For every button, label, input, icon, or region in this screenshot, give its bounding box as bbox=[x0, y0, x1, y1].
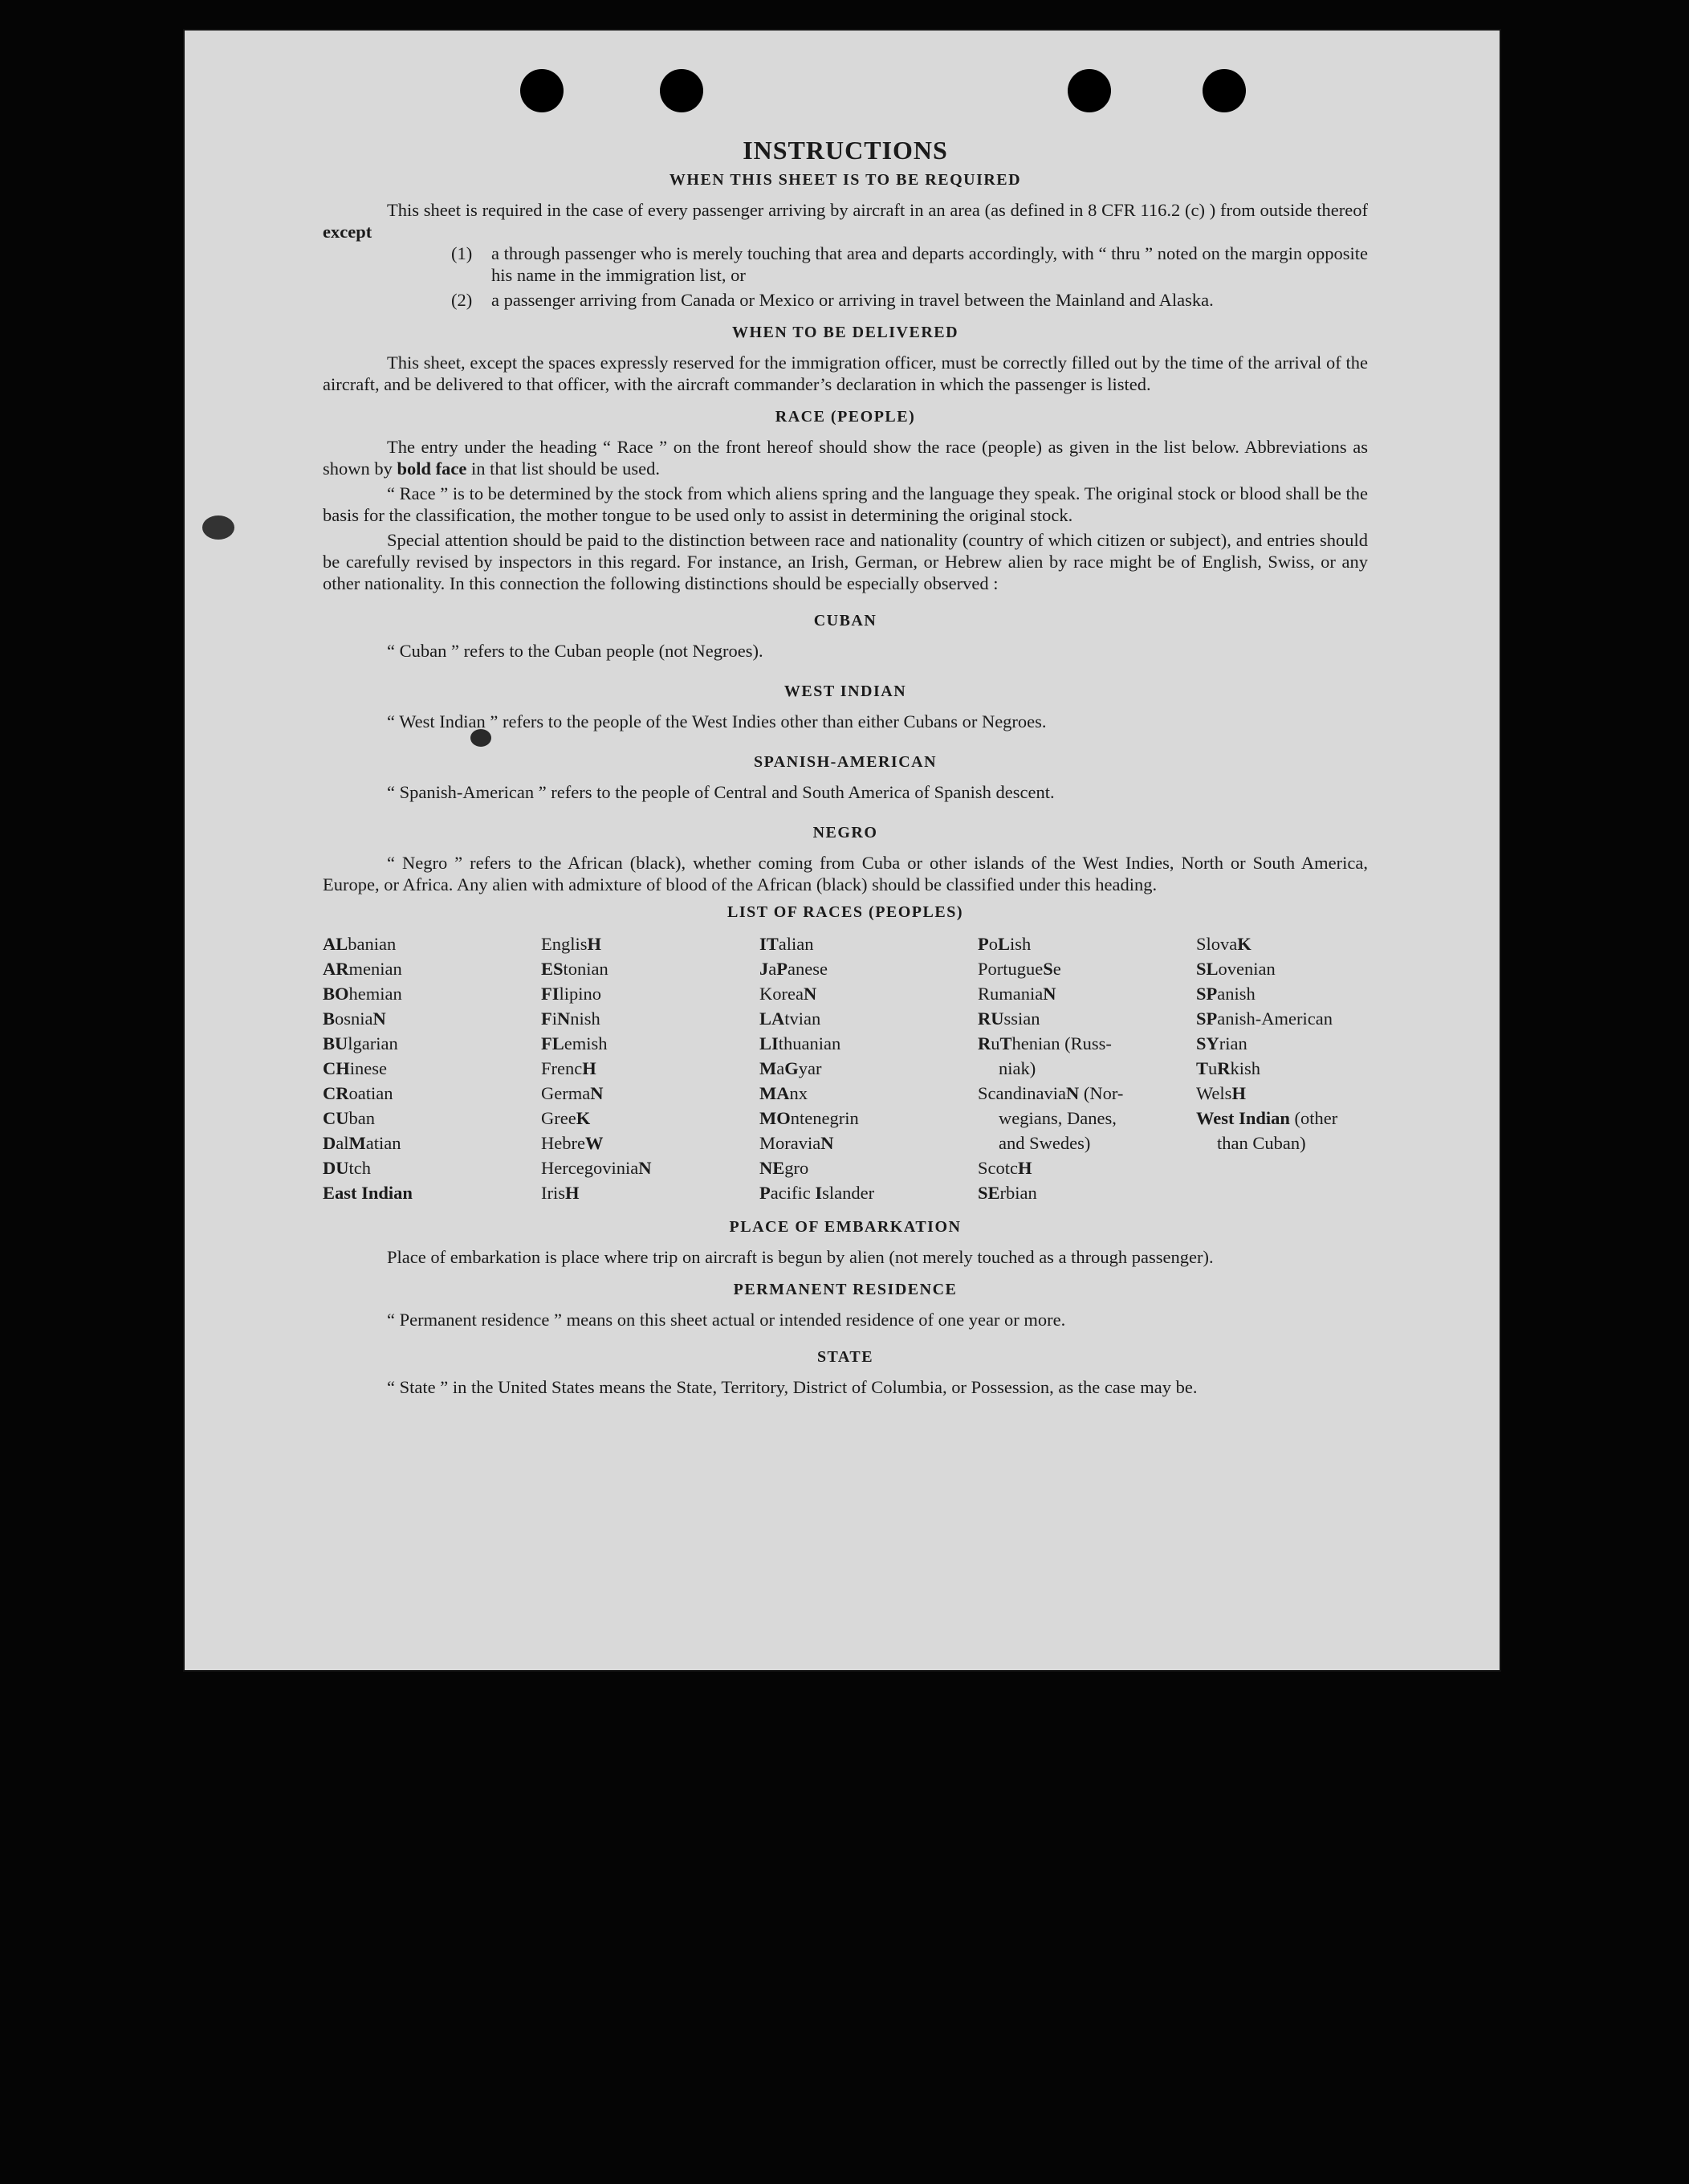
race-text: kish bbox=[1230, 1058, 1261, 1078]
punch-hole bbox=[1068, 69, 1111, 112]
paragraph-text: in that list should be used. bbox=[471, 458, 661, 479]
race-entry bbox=[978, 981, 1196, 1006]
race-entry bbox=[978, 1131, 1196, 1155]
race-text: slander bbox=[822, 1183, 875, 1203]
race-entry bbox=[1196, 956, 1368, 981]
race-abbreviation: BO bbox=[323, 984, 349, 1004]
race-text: Portugue bbox=[978, 959, 1044, 979]
race-text: Englis bbox=[541, 934, 588, 954]
race-text: Frenc bbox=[541, 1058, 583, 1078]
race-text: Korea bbox=[759, 984, 804, 1004]
race-entry bbox=[1196, 1006, 1368, 1031]
race-entry bbox=[978, 1106, 1196, 1131]
race-text: a bbox=[768, 959, 777, 979]
race-entry bbox=[978, 1006, 1196, 1031]
race-abbreviation: H bbox=[587, 934, 602, 954]
race-column bbox=[323, 931, 541, 1205]
race-abbreviation: T bbox=[999, 1033, 1012, 1053]
race-abbreviation: F bbox=[541, 1008, 552, 1029]
race-abbreviation: FI bbox=[541, 984, 560, 1004]
race-text: inese bbox=[349, 1058, 387, 1078]
paragraph-text: This sheet is required in the case of every passenger arriving by aircraft in an area (as defined in 8 CFR 116.2 (c) ) from outside thereof bbox=[387, 200, 1368, 220]
race-abbreviation: LI bbox=[759, 1033, 779, 1053]
race-text: Iris bbox=[541, 1183, 565, 1203]
race-text: Scandinavia bbox=[978, 1083, 1066, 1103]
section-heading: WHEN TO BE DELIVERED bbox=[731, 324, 959, 341]
race-abbreviation: H bbox=[582, 1058, 596, 1078]
page-title: INSTRUCTIONS bbox=[743, 136, 948, 165]
paragraph: “ Cuban ” refers to the Cuban people (not Negroes). bbox=[387, 641, 763, 661]
race-text: tch bbox=[348, 1158, 371, 1178]
race-text: wegians, Danes, bbox=[999, 1108, 1117, 1128]
race-abbreviation: T bbox=[1196, 1058, 1209, 1078]
item-number: (1) bbox=[451, 243, 473, 263]
race-text: and Swedes) bbox=[999, 1133, 1091, 1153]
list-item bbox=[451, 289, 1368, 311]
race-abbreviation: RU bbox=[978, 1008, 1004, 1029]
paragraph: “ Negro ” refers to the African (black), whether coming from Cuba or other islands of the West Indies, North or South America, Europe, or Africa. Any alien with admixture of blood of the African (black) should be classified under this heading. bbox=[323, 853, 1368, 894]
race-text: tvian bbox=[784, 1008, 821, 1029]
race-abbreviation: N bbox=[590, 1083, 604, 1103]
race-abbreviation: H bbox=[565, 1183, 580, 1203]
race-list bbox=[323, 931, 1368, 1205]
race-abbreviation: CH bbox=[323, 1058, 350, 1078]
race-entry bbox=[1196, 1106, 1368, 1131]
race-entry bbox=[978, 1155, 1196, 1180]
document-sheet bbox=[185, 31, 1500, 1670]
race-abbreviation: FL bbox=[541, 1033, 564, 1053]
race-text: tonian bbox=[563, 959, 608, 979]
race-abbreviation: P bbox=[759, 1183, 771, 1203]
race-text: Scotc bbox=[978, 1158, 1018, 1178]
race-entry bbox=[978, 1081, 1196, 1106]
paragraph: “ Spanish-American ” refers to the people of Central and South America of Spanish descent. bbox=[387, 782, 1055, 802]
race-entry bbox=[541, 1106, 759, 1131]
race-text: thuanian bbox=[778, 1033, 841, 1053]
race-abbreviation: R bbox=[978, 1033, 991, 1053]
race-text: Hebre bbox=[541, 1133, 585, 1153]
race-entry bbox=[978, 1056, 1196, 1081]
race-entry bbox=[978, 1031, 1196, 1056]
race-entry bbox=[323, 1131, 541, 1155]
paragraph: This sheet, except the spaces expressly reserved for the immigration officer, must be correctly filled out by the time of the arrival of the aircraft, and be delivered to that officer, with the aircraft commander’s declaration in which the passenger is listed. bbox=[323, 352, 1368, 394]
race-entry bbox=[323, 1106, 541, 1131]
ink-smudge bbox=[202, 515, 234, 540]
section-heading: SPANISH-AMERICAN bbox=[753, 753, 938, 771]
section-heading: PLACE OF EMBARKATION bbox=[729, 1218, 962, 1236]
section-heading: NEGRO bbox=[812, 824, 878, 841]
race-text: a bbox=[776, 1058, 785, 1078]
race-abbreviation: D bbox=[323, 1133, 336, 1153]
race-abbreviation: CU bbox=[323, 1108, 349, 1128]
race-abbreviation: NE bbox=[759, 1158, 785, 1178]
bold-text: bold face bbox=[397, 458, 467, 479]
race-abbreviation: J bbox=[759, 959, 769, 979]
paragraph: “ Race ” is to be determined by the stock from which aliens spring and the language they speak. The original stock or blood shall be the basis for the classification, the mother tongue to be used only to assist in determining the original stock. bbox=[323, 483, 1368, 525]
race-entry bbox=[759, 1155, 978, 1180]
punch-hole bbox=[1203, 69, 1246, 112]
paragraph: “ West Indian ” refers to the people of the West Indies other than either Cubans or Negroes. bbox=[387, 711, 1047, 731]
race-text: atian bbox=[365, 1133, 401, 1153]
race-entry bbox=[323, 956, 541, 981]
race-entry bbox=[541, 1081, 759, 1106]
punch-hole bbox=[660, 69, 703, 112]
race-text: u bbox=[1208, 1058, 1218, 1078]
instructions-content bbox=[323, 136, 1368, 1398]
race-text: anish bbox=[1217, 984, 1256, 1004]
race-entry bbox=[759, 1056, 978, 1081]
race-text: rian bbox=[1219, 1033, 1247, 1053]
race-entry bbox=[323, 1006, 541, 1031]
item-text: a through passenger who is merely touching that area and departs accordingly, with “ thru ” noted on the margin opposite his name in the immigration list, or bbox=[491, 243, 1368, 285]
race-abbreviation: K bbox=[576, 1108, 591, 1128]
race-abbreviation: N bbox=[1043, 984, 1056, 1004]
race-entry bbox=[323, 1081, 541, 1106]
race-text: than Cuban) bbox=[1217, 1133, 1306, 1153]
item-number: (2) bbox=[451, 290, 473, 310]
race-text: yar bbox=[798, 1058, 822, 1078]
race-abbreviation: M bbox=[348, 1133, 366, 1153]
race-text: banian bbox=[348, 934, 397, 954]
section-heading: WEST INDIAN bbox=[783, 682, 907, 700]
race-abbreviation: W bbox=[584, 1133, 604, 1153]
race-entry bbox=[541, 1031, 759, 1056]
race-entry bbox=[541, 1131, 759, 1155]
race-abbreviation: K bbox=[1237, 934, 1251, 954]
race-entry bbox=[541, 1180, 759, 1205]
race-text: Slova bbox=[1196, 934, 1238, 954]
race-text: (Nor- bbox=[1079, 1083, 1124, 1103]
race-abbreviation: N bbox=[820, 1133, 834, 1153]
race-entry bbox=[541, 1056, 759, 1081]
race-text: nish bbox=[570, 1008, 600, 1029]
race-entry bbox=[323, 981, 541, 1006]
race-entry bbox=[541, 1006, 759, 1031]
race-entry bbox=[541, 956, 759, 981]
race-column bbox=[759, 931, 978, 1205]
race-entry bbox=[759, 1106, 978, 1131]
race-text: anese bbox=[788, 959, 828, 979]
race-abbreviation: L bbox=[998, 934, 1011, 954]
race-entry bbox=[323, 1031, 541, 1056]
race-text: acific bbox=[770, 1183, 811, 1203]
race-abbreviation: N bbox=[557, 1008, 571, 1029]
race-text: (other bbox=[1289, 1108, 1338, 1128]
race-abbreviation: S bbox=[1043, 959, 1053, 979]
race-text: Wels bbox=[1196, 1083, 1232, 1103]
race-entry bbox=[541, 981, 759, 1006]
race-text: o bbox=[988, 934, 998, 954]
race-column bbox=[1196, 931, 1368, 1205]
section-heading: LIST OF RACES (PEOPLES) bbox=[726, 903, 963, 921]
section-heading: WHEN THIS SHEET IS TO BE REQUIRED bbox=[669, 171, 1022, 189]
list-item bbox=[451, 242, 1368, 286]
race-entry bbox=[1196, 931, 1368, 956]
race-entry bbox=[1196, 1056, 1368, 1081]
race-entry bbox=[323, 931, 541, 956]
race-column bbox=[978, 931, 1196, 1205]
race-text: niak) bbox=[999, 1058, 1036, 1078]
race-entry bbox=[1196, 1031, 1368, 1056]
paragraph-text: The entry under the heading “ Race ” on the front hereof should show the race (people) as given in the list below. Abbreviations as shown by bbox=[323, 437, 1368, 479]
race-abbreviation: SL bbox=[1196, 959, 1219, 979]
race-abbreviation: P bbox=[978, 934, 989, 954]
race-text: u bbox=[991, 1033, 1000, 1053]
section-heading: CUBAN bbox=[813, 612, 877, 630]
race-abbreviation: N bbox=[1065, 1083, 1080, 1103]
race-entry bbox=[759, 1180, 978, 1205]
paragraph: “ State ” in the United States means the State, Territory, District of Columbia, or Possession, as the case may be. bbox=[387, 1377, 1198, 1397]
race-abbreviation: AR bbox=[323, 959, 349, 979]
race-entry bbox=[978, 956, 1196, 981]
bold-text: except bbox=[323, 222, 372, 242]
race-abbreviation: AL bbox=[323, 934, 348, 954]
race-abbreviation: P bbox=[776, 959, 788, 979]
race-text: alian bbox=[778, 934, 814, 954]
race-abbreviation: H bbox=[1018, 1158, 1032, 1178]
race-text: Rumania bbox=[978, 984, 1044, 1004]
race-abbreviation: B bbox=[323, 1008, 336, 1029]
race-abbreviation: West Indian bbox=[1196, 1108, 1290, 1128]
paragraph: “ Permanent residence ” means on this sheet actual or intended residence of one year or more. bbox=[387, 1310, 1066, 1330]
race-text: hemian bbox=[348, 984, 402, 1004]
race-entry bbox=[323, 1180, 541, 1205]
race-abbreviation: M bbox=[759, 1058, 777, 1078]
race-abbreviation: SY bbox=[1196, 1033, 1219, 1053]
race-entry bbox=[978, 1180, 1196, 1205]
race-text: al bbox=[336, 1133, 349, 1153]
race-text: ovenian bbox=[1218, 959, 1276, 979]
race-abbreviation: SP bbox=[1196, 1008, 1218, 1029]
race-text: lgarian bbox=[348, 1033, 398, 1053]
race-entry bbox=[759, 931, 978, 956]
race-text: Hercegovinia bbox=[541, 1158, 639, 1178]
race-abbreviation: CR bbox=[323, 1083, 349, 1103]
race-entry bbox=[541, 931, 759, 956]
race-text: gro bbox=[784, 1158, 809, 1178]
race-text: rbian bbox=[999, 1183, 1037, 1203]
race-abbreviation: R bbox=[1217, 1058, 1231, 1078]
race-text: oatian bbox=[348, 1083, 393, 1103]
race-entry bbox=[541, 1155, 759, 1180]
race-column bbox=[541, 931, 759, 1205]
race-text: Gree bbox=[541, 1108, 576, 1128]
race-abbreviation: I bbox=[810, 1183, 823, 1203]
race-entry bbox=[759, 1031, 978, 1056]
section-heading: STATE bbox=[816, 1348, 874, 1366]
race-text: anish-American bbox=[1217, 1008, 1333, 1029]
race-text: ntenegrin bbox=[790, 1108, 859, 1128]
race-abbreviation: SE bbox=[978, 1183, 1000, 1203]
race-entry bbox=[759, 1081, 978, 1106]
paragraph: Place of embarkation is place where trip on aircraft is begun by alien (not merely touched as a through passenger). bbox=[387, 1247, 1214, 1267]
race-text: i bbox=[551, 1008, 558, 1029]
paragraph bbox=[323, 199, 1368, 242]
race-abbreviation: East Indian bbox=[323, 1183, 413, 1203]
race-abbreviation: MO bbox=[759, 1108, 791, 1128]
race-abbreviation: MA bbox=[759, 1083, 790, 1103]
race-abbreviation: N bbox=[638, 1158, 652, 1178]
race-text: Germa bbox=[541, 1083, 591, 1103]
race-entry bbox=[978, 931, 1196, 956]
race-text: ban bbox=[348, 1108, 375, 1128]
race-text: menian bbox=[348, 959, 402, 979]
race-entry bbox=[759, 1006, 978, 1031]
race-entry bbox=[1196, 1131, 1368, 1155]
paragraph: Special attention should be paid to the distinction between race and nationality (country of which citizen or subject), and entries should be carefully revised by inspectors in this regard. For instance, an Irish, German, or Hebrew alien by race might be of English, Swiss, or any other nationality. In this connection the following distinctions should be especially observed : bbox=[323, 530, 1368, 593]
race-abbreviation: N bbox=[372, 1008, 386, 1029]
race-abbreviation: ES bbox=[541, 959, 564, 979]
race-entry bbox=[759, 1131, 978, 1155]
race-abbreviation: G bbox=[784, 1058, 799, 1078]
race-entry bbox=[323, 1056, 541, 1081]
item-text: a passenger arriving from Canada or Mexico or arriving in travel between the Mainland and Alaska. bbox=[491, 290, 1214, 310]
race-abbreviation: IT bbox=[759, 934, 779, 954]
race-abbreviation: LA bbox=[759, 1008, 785, 1029]
race-abbreviation: N bbox=[803, 984, 817, 1004]
race-text: ssian bbox=[1003, 1008, 1040, 1029]
paragraph bbox=[323, 436, 1368, 479]
race-text: emish bbox=[564, 1033, 608, 1053]
race-text: nx bbox=[789, 1083, 808, 1103]
race-text: osnia bbox=[335, 1008, 373, 1029]
race-entry bbox=[1196, 1081, 1368, 1106]
race-text: henian (Russ- bbox=[1011, 1033, 1112, 1053]
race-entry bbox=[323, 1155, 541, 1180]
race-abbreviation: SP bbox=[1196, 984, 1218, 1004]
race-text: lipino bbox=[559, 984, 602, 1004]
section-heading: PERMANENT RESIDENCE bbox=[733, 1281, 958, 1298]
race-entry bbox=[759, 956, 978, 981]
section-heading: RACE (PEOPLE) bbox=[775, 408, 916, 426]
race-abbreviation: DU bbox=[323, 1158, 349, 1178]
punch-hole bbox=[520, 69, 564, 112]
race-text: Moravia bbox=[759, 1133, 821, 1153]
race-text: ish bbox=[1010, 934, 1032, 954]
race-entry bbox=[759, 981, 978, 1006]
race-entry bbox=[1196, 981, 1368, 1006]
race-abbreviation: H bbox=[1231, 1083, 1246, 1103]
race-text: e bbox=[1052, 959, 1061, 979]
race-abbreviation: BU bbox=[323, 1033, 348, 1053]
